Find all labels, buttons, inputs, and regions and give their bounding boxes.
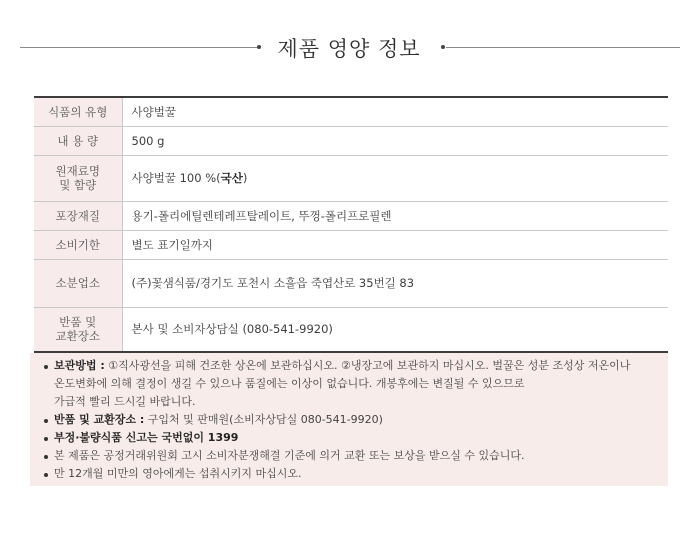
note-infant-warning [44, 465, 668, 483]
page-title: 제품 영양 정보 [277, 37, 421, 61]
heading-divider-left [20, 47, 257, 48]
note-storage [44, 357, 668, 411]
note-text: 구입처 및 판매원(소비자상담실 080-541-9920) [144, 413, 383, 426]
row-value [122, 155, 668, 201]
notes-list [44, 357, 668, 483]
note-text: 만 12개월 미만의 영아에게는 섭취시키지 마십시오. [54, 467, 302, 480]
row-value: 별도 표기일까지 [122, 230, 668, 259]
row-value: 용기-폴리에틸렌테레프탈레이트, 뚜껑-폴리프로필렌 [122, 201, 668, 230]
row-label: 소비기한 [34, 230, 122, 259]
row-label: 소분업소 [34, 259, 122, 307]
row-label-line: 원재료명 [55, 164, 100, 178]
product-info-table [34, 96, 668, 353]
heading-dot-right [441, 45, 445, 49]
row-label-line: 교환장소 [55, 329, 100, 344]
row-label [34, 155, 122, 201]
row-label-line: 반품 및 [59, 315, 97, 330]
table-row [34, 201, 668, 230]
note-text-line: 가급적 빨리 드시길 바랍니다. [54, 395, 196, 408]
section-heading [20, 30, 680, 64]
row-value-suffix: ) [242, 171, 248, 185]
note-return [44, 411, 668, 429]
table-row [34, 230, 668, 259]
row-label: 식품의 유형 [34, 97, 122, 126]
table-row [34, 259, 668, 307]
note-label: 반품 및 교환장소 : [54, 413, 145, 426]
note-label: 보관방법 : [54, 359, 105, 372]
note-text: ①직사광선을 피해 건조한 상온에 보관하십시오. ②냉장고에 보관하지 마십시오. 벌꿀은 성분 조성상 저온이나 [104, 359, 631, 372]
heading-dot-left [257, 45, 261, 49]
row-label [34, 307, 122, 352]
table-row [34, 307, 668, 352]
row-value: 본사 및 소비자상담실 (080-541-9920) [131, 322, 333, 337]
row-value: 500 g [122, 126, 668, 155]
row-label: 포장재질 [34, 201, 122, 230]
note-compensation [44, 447, 668, 465]
row-label: 내 용 량 [34, 126, 122, 155]
note-text-line: 온도변화에 의해 결정이 생길 수 있으나 품질에는 이상이 없습니다. 개봉후에는 변질될 수 있으므로 [54, 377, 525, 390]
row-value: (주)꽃샘식품/경기도 포천시 소흘읍 죽엽산로 35번길 83 [122, 259, 668, 307]
row-label-line: 및 함량 [59, 178, 97, 192]
row-value-text: 사양벌꿀 100 %( [131, 171, 221, 185]
row-value: 사양벌꿀 [122, 97, 668, 126]
note-text: 본 제품은 공정거래위원회 고시 소비자분쟁해결 기준에 의거 교환 또는 보상을 받으실 수 있습니다. [54, 449, 525, 462]
note-report [44, 429, 668, 447]
table-row [34, 155, 668, 201]
table-row [34, 126, 668, 155]
heading-divider-right [446, 47, 680, 48]
row-value-origin: 국산 [220, 171, 243, 185]
note-label: 부정·불량식품 신고는 국번없이 1399 [54, 431, 239, 444]
notes-box [30, 353, 668, 486]
table-row [34, 97, 668, 126]
